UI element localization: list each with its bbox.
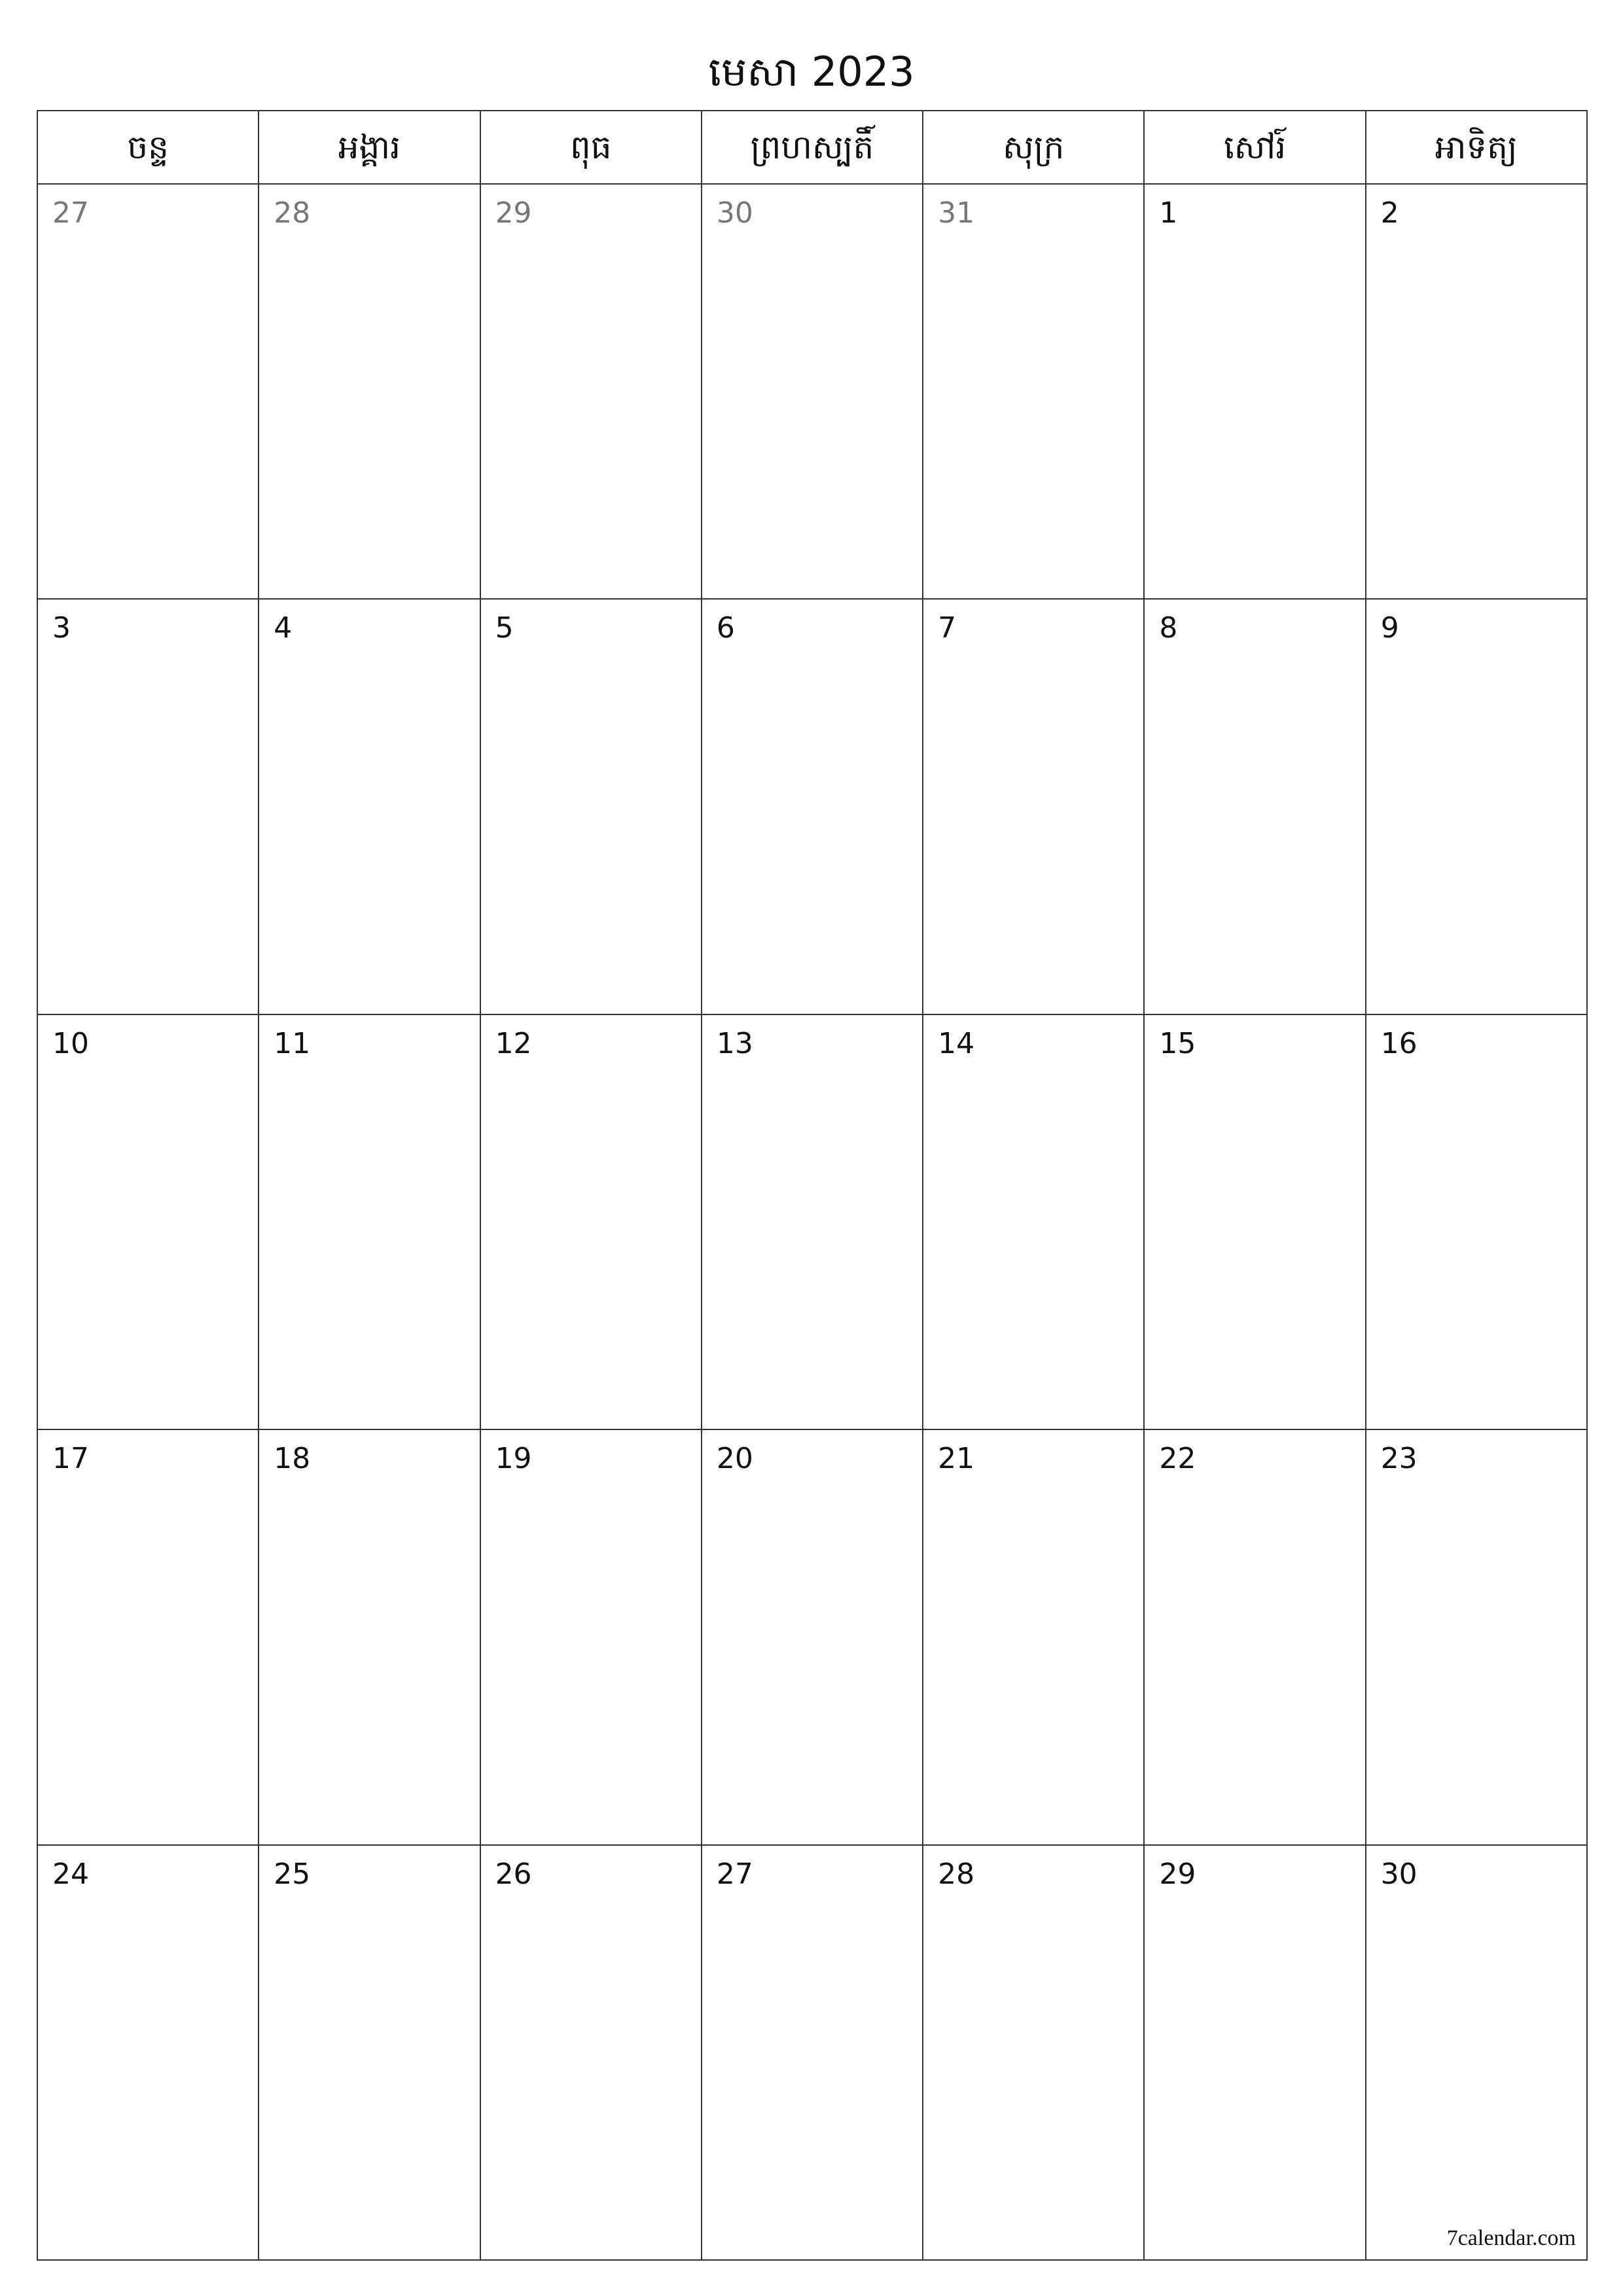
day-number: 28 xyxy=(938,1857,975,1891)
day-cell-outside-month xyxy=(38,185,259,598)
day-cell xyxy=(481,600,702,1013)
day-cell xyxy=(38,1846,259,2259)
day-number: 2 xyxy=(1380,196,1399,230)
day-cell xyxy=(259,600,480,1013)
day-number: 17 xyxy=(52,1442,89,1476)
day-cell xyxy=(1145,1430,1366,1844)
day-cell xyxy=(1145,185,1366,598)
day-number: 30 xyxy=(1380,1857,1418,1891)
day-cell xyxy=(38,1430,259,1844)
weekday-header: សៅរ៍ xyxy=(1145,111,1366,183)
day-cell xyxy=(702,600,923,1013)
day-number: 1 xyxy=(1159,196,1178,230)
day-number: 6 xyxy=(716,611,735,645)
day-number: 3 xyxy=(52,611,71,645)
day-number: 31 xyxy=(938,196,975,230)
day-cell xyxy=(1366,1846,1586,2259)
week-row xyxy=(38,600,1586,1014)
day-number: 28 xyxy=(274,196,311,230)
day-cell xyxy=(481,1430,702,1844)
day-cell xyxy=(702,1846,923,2259)
day-number: 12 xyxy=(495,1026,532,1060)
watermark: 7calendar.com xyxy=(1446,2226,1576,2250)
day-cell xyxy=(1366,1430,1586,1844)
weekday-header: ព្រហស្បតិ៍ xyxy=(702,111,923,183)
week-row xyxy=(38,185,1586,600)
day-number: 11 xyxy=(274,1026,311,1060)
day-number: 10 xyxy=(52,1026,89,1060)
day-number: 7 xyxy=(938,611,957,645)
day-cell-outside-month xyxy=(923,185,1145,598)
weekday-header: អង្គារ xyxy=(259,111,480,183)
weekday-header: អាទិត្យ xyxy=(1435,128,1518,166)
day-cell xyxy=(38,600,259,1013)
week-row xyxy=(38,1430,1586,1845)
weekday-header: ចន្ទ xyxy=(38,111,259,183)
day-number: 27 xyxy=(52,196,89,230)
day-number: 9 xyxy=(1380,611,1399,645)
day-number: 4 xyxy=(274,611,293,645)
day-cell xyxy=(1145,1015,1366,1429)
weekday-header: ពុធ xyxy=(481,111,702,183)
day-cell xyxy=(702,1015,923,1429)
day-cell xyxy=(923,1846,1145,2259)
weekday-header: សុក្រ xyxy=(923,111,1145,183)
day-cell-outside-month xyxy=(259,185,480,598)
day-cell xyxy=(1145,1846,1366,2259)
calendar-title: មេសា 2023 xyxy=(708,48,915,96)
day-number: 22 xyxy=(1159,1442,1196,1476)
day-number: 20 xyxy=(716,1442,753,1476)
day-number: 21 xyxy=(938,1442,975,1476)
week-row xyxy=(38,1846,1586,2259)
day-number: 5 xyxy=(495,611,514,645)
day-number: 25 xyxy=(274,1857,311,1891)
day-number: 30 xyxy=(716,196,753,230)
day-number: 29 xyxy=(1159,1857,1196,1891)
day-number: 14 xyxy=(938,1026,975,1060)
day-number: 29 xyxy=(495,196,532,230)
day-cell xyxy=(923,1015,1145,1429)
day-cell xyxy=(259,1015,480,1429)
day-cell xyxy=(481,1015,702,1429)
day-number: 15 xyxy=(1159,1026,1196,1060)
day-cell xyxy=(923,600,1145,1013)
day-cell xyxy=(702,1430,923,1844)
day-cell xyxy=(1366,600,1586,1013)
day-cell xyxy=(923,1430,1145,1844)
day-cell xyxy=(38,1015,259,1429)
week-row xyxy=(38,1015,1586,1430)
day-cell xyxy=(1366,1015,1586,1429)
day-cell xyxy=(259,1430,480,1844)
day-number: 23 xyxy=(1380,1442,1418,1476)
day-cell xyxy=(259,1846,480,2259)
day-cell xyxy=(1145,600,1366,1013)
day-number: 16 xyxy=(1380,1026,1418,1060)
day-number: 8 xyxy=(1159,611,1178,645)
month-grid xyxy=(37,110,1588,2261)
weekday-header-row xyxy=(38,111,1586,185)
day-number: 19 xyxy=(495,1442,532,1476)
weeks-container xyxy=(38,185,1586,2259)
day-cell xyxy=(1366,185,1586,598)
day-number: 24 xyxy=(52,1857,89,1891)
day-cell xyxy=(481,1846,702,2259)
day-number: 27 xyxy=(716,1857,753,1891)
day-number: 26 xyxy=(495,1857,532,1891)
day-number: 18 xyxy=(274,1442,311,1476)
day-cell-outside-month xyxy=(702,185,923,598)
day-cell-outside-month xyxy=(481,185,702,598)
day-number: 13 xyxy=(716,1026,753,1060)
